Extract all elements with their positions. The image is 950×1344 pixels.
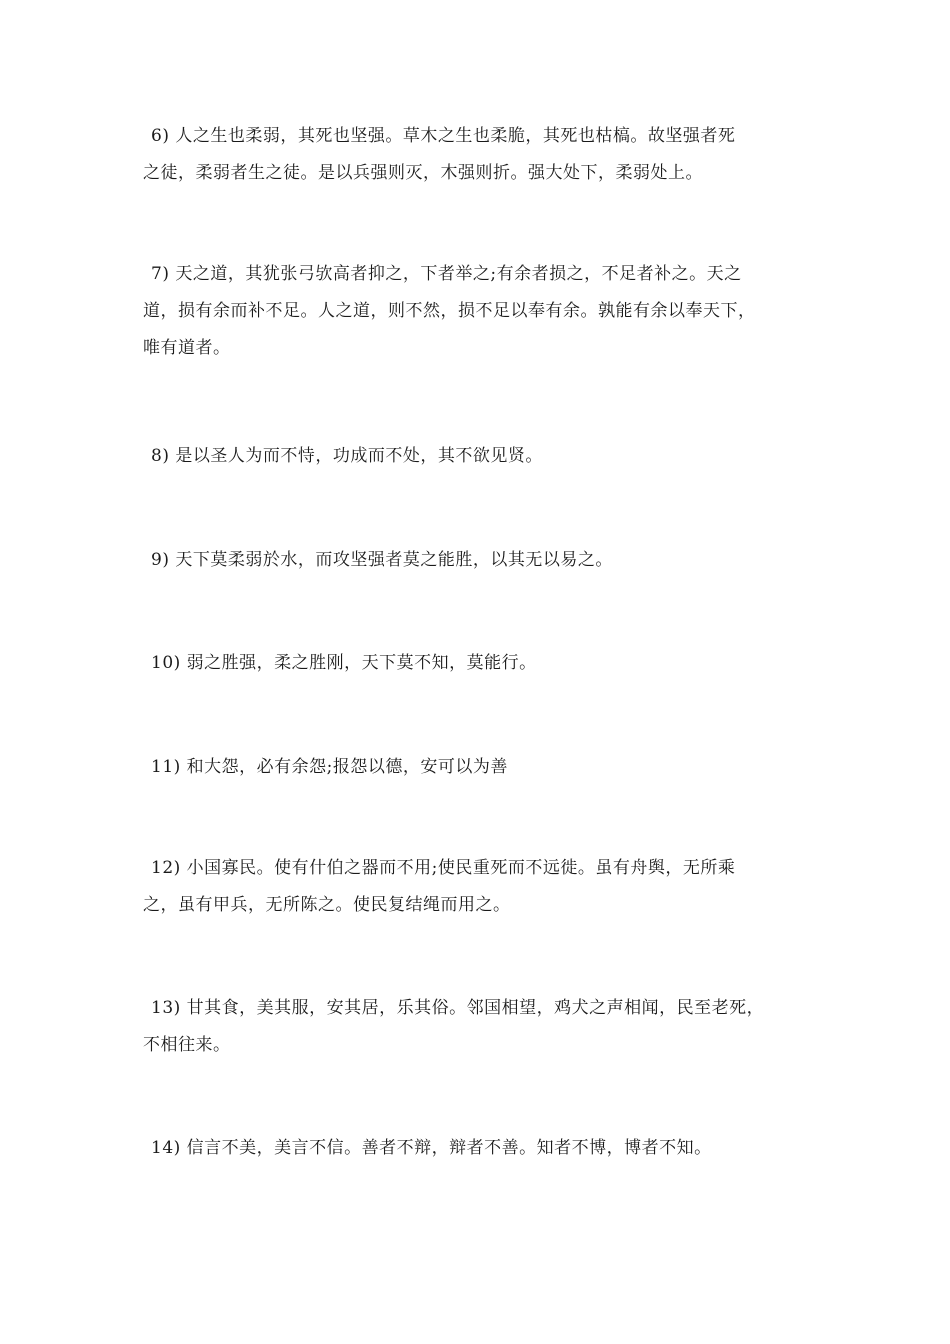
paragraph-line: 道，损有余而补不足。人之道，则不然，损不足以奉有余。孰能有余以奉天下， (143, 301, 756, 321)
paragraph-line: 12) 小国寡民。使有什伯之器而不用;使民重死而不远徙。虽有舟舆，无所乘 (151, 858, 736, 878)
paragraph-line: 9) 天下莫柔弱於水，而攻坚强者莫之能胜，以其无以易之。 (151, 550, 613, 570)
paragraph-8 (143, 438, 813, 475)
paragraph-6 (143, 118, 813, 192)
paragraph-line: 之，虽有甲兵，无所陈之。使民复结绳而用之。 (143, 895, 511, 915)
paragraph-9 (143, 542, 813, 579)
paragraph-14 (143, 1130, 813, 1167)
paragraph-line: 不相往来。 (143, 1035, 231, 1055)
paragraph-line: 14) 信言不美，美言不信。善者不辩，辩者不善。知者不博，博者不知。 (151, 1138, 712, 1158)
paragraph-12 (143, 850, 813, 924)
paragraph-10 (143, 645, 813, 682)
paragraph-line: 13) 甘其食，美其服，安其居，乐其俗。邻国相望，鸡犬之声相闻，民至老死， (151, 998, 765, 1018)
paragraph-line: 唯有道者。 (143, 338, 231, 358)
paragraph-7 (143, 256, 813, 367)
paragraph-line: 11) 和大怨，必有余怨;报怨以德，安可以为善 (151, 757, 508, 777)
paragraph-line: 之徒，柔弱者生之徒。是以兵强则灭，木强则折。强大处下，柔弱处上。 (143, 163, 703, 183)
paragraph-line: 8) 是以圣人为而不恃，功成而不处，其不欲见贤。 (151, 446, 543, 466)
paragraph-13 (143, 990, 813, 1064)
paragraph-line: 7) 天之道，其犹张弓欤高者抑之，下者举之;有余者损之，不足者补之。天之 (151, 264, 742, 284)
paragraph-11 (143, 749, 813, 786)
paragraph-line: 6) 人之生也柔弱，其死也坚强。草木之生也柔脆，其死也枯槁。故坚强者死 (151, 126, 736, 146)
paragraph-line: 10) 弱之胜强，柔之胜刚，天下莫不知，莫能行。 (151, 653, 537, 673)
